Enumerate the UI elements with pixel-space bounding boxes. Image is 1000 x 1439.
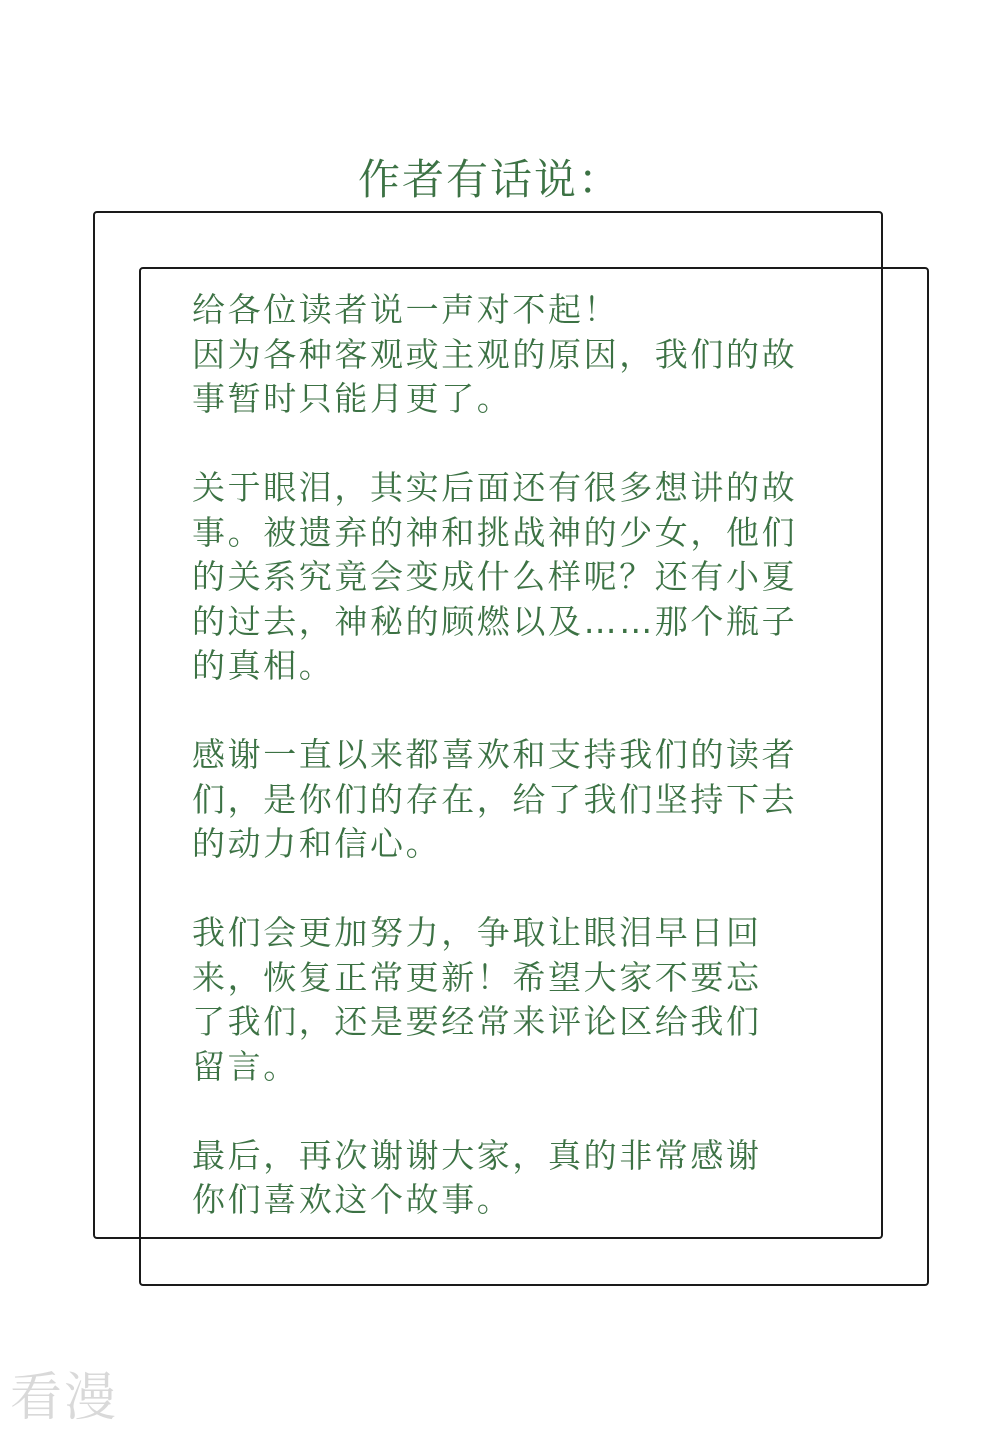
text-line: 关于眼泪，其实后面还有很多想讲的故 xyxy=(192,468,798,507)
text-line: 事。被遗弃的神和挑战神的少女，他们 xyxy=(192,512,798,552)
text-line: 的真相。 xyxy=(192,646,335,685)
paragraph-thanks xyxy=(192,733,882,867)
text-line: 感谢一直以来都喜欢和支持我们的读者 xyxy=(192,735,798,774)
text-line: 你们喜欢这个故事。 xyxy=(192,1180,513,1219)
text-line: 的关系究竟会变成什么样呢？还有小夏 xyxy=(192,557,798,596)
paragraph-promise xyxy=(192,911,882,1089)
text-line: 因为各种客观或主观的原因，我们的故 xyxy=(192,334,798,374)
paragraph-closing xyxy=(192,1134,882,1223)
paragraph-apology xyxy=(192,288,882,422)
watermark-logo: 看漫 xyxy=(10,1368,119,1428)
text-line: 的动力和信心。 xyxy=(192,824,442,863)
text-line: 事暂时只能月更了。 xyxy=(192,379,513,418)
text-line: 最后，再次谢谢大家，真的非常感谢 xyxy=(192,1135,762,1175)
text-line: 来，恢复正常更新！希望大家不要忘 xyxy=(192,957,762,997)
text-line: 了我们，还是要经常来评论区给我们 xyxy=(192,1002,762,1041)
text-line: 留言。 xyxy=(192,1046,299,1086)
text-line: 们，是你们的存在，给了我们坚持下去 xyxy=(192,779,798,819)
page-title: 作者有话说： xyxy=(357,155,622,204)
text-line: 我们会更加努力，争取让眼泪早日回 xyxy=(192,913,762,952)
text-line: 的过去，神秘的顾燃以及……那个瓶子 xyxy=(192,601,798,641)
author-note-body xyxy=(192,288,882,1267)
paragraph-story xyxy=(192,466,882,689)
text-line: 给各位读者说一声对不起！ xyxy=(192,290,620,329)
